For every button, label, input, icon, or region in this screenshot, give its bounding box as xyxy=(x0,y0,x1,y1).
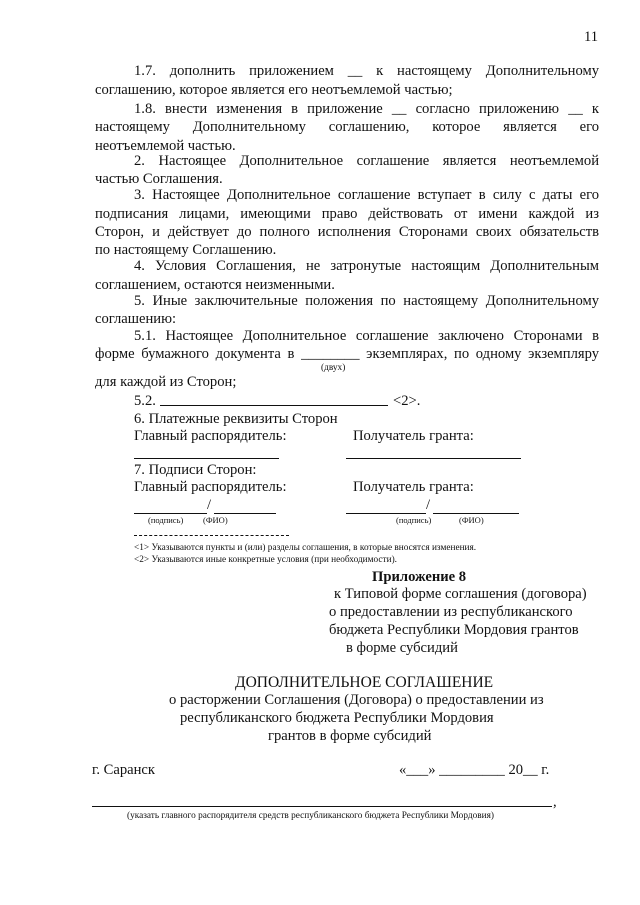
appendix-title: Приложение 8 xyxy=(372,569,467,585)
footnote-1: <1> Указываются пункты и (или) разделы соглашения, в которые вносятся изменения. xyxy=(134,543,477,553)
item-5-line-2: соглашению: xyxy=(95,311,177,327)
item-4-line-2: соглашением, остаются неизменными. xyxy=(95,277,335,293)
signatures-left-label: Главный распорядитель: xyxy=(134,479,287,495)
doc-subtitle-line-1: о расторжении Соглашения (Договора) о предоставлении из xyxy=(169,692,544,708)
item-3-line-1: 3. Настоящее Дополнительное соглашение вступает в силу с даты его xyxy=(134,187,599,203)
agreement-date: «___» _________ 20__ г. xyxy=(399,762,550,778)
requisites-title: 6. Платежные реквизиты Сторон xyxy=(134,411,338,427)
item-1-7-line-1: 1.7. дополнить приложением __ к настоящему Дополнительному xyxy=(134,63,599,79)
requisites-right-label: Получатель гранта: xyxy=(353,428,474,444)
requisites-left-line xyxy=(134,458,279,459)
footnote-separator xyxy=(134,535,289,536)
signatures-title: 7. Подписи Сторон: xyxy=(134,462,257,478)
item-5-2-ref: <2>. xyxy=(393,393,421,409)
requisites-right-line xyxy=(346,458,521,459)
copies-hint: (двух) xyxy=(321,363,346,373)
requisites-left-label: Главный распорядитель: xyxy=(134,428,287,444)
appendix-line-1: к Типовой форме соглашения (договора) xyxy=(334,586,587,602)
item-5-1-line-3: для каждой из Сторон; xyxy=(95,374,237,390)
signature-right-caption: (подпись) xyxy=(396,515,432,525)
item-5-1-line-2: форме бумажного документа в ________ экземплярах, по одному экземпляру xyxy=(95,346,599,362)
item-2-line-1: 2. Настоящее Дополнительное соглашение является неотъемлемой xyxy=(134,153,599,169)
item-5-1-line-1: 5.1. Настоящее Дополнительное соглашение заключено Сторонами в xyxy=(134,328,599,344)
footnote-2: <2> Указываются иные конкретные условия (при необходимости). xyxy=(134,555,398,565)
grantor-comma: , xyxy=(553,794,557,810)
item-5-line-1: 5. Иные заключительные положения по настоящему Дополнительному xyxy=(134,293,599,309)
fio-right-caption: (ФИО) xyxy=(459,515,484,525)
appendix-line-4: в форме субсидий xyxy=(346,640,458,656)
item-1-8-line-2: настоящему Дополнительному соглашению, которое является его xyxy=(95,119,599,135)
city: г. Саранск xyxy=(92,762,155,778)
signature-left-slash: / xyxy=(207,497,212,513)
item-1-8-line-1: 1.8. внести изменения в приложение __ согласно приложению __ к xyxy=(134,101,599,117)
appendix-line-2: о предоставлении из республиканского xyxy=(329,604,573,620)
item-5-2-number: 5.2. xyxy=(134,393,156,409)
signature-left-caption: (подпись) xyxy=(148,515,184,525)
fio-right-line xyxy=(433,513,519,514)
item-3-line-3: Сторон, и действует до полного исполнения Сторонами своих обязательств xyxy=(95,224,599,240)
fio-left-line xyxy=(214,513,276,514)
item-2-line-2: частью Соглашения. xyxy=(95,171,223,187)
grantor-line xyxy=(92,806,552,807)
doc-subtitle-line-2: республиканского бюджета Республики Мордовия xyxy=(180,710,494,726)
doc-subtitle-line-3: грантов в форме субсидий xyxy=(268,728,432,744)
item-1-8-line-3: неотъемлемой частью. xyxy=(95,138,236,154)
item-3-line-2: подписания лицами, имеющими право действовать от имени каждой из xyxy=(95,206,599,222)
signature-left-line xyxy=(134,513,207,514)
item-4-line-1: 4. Условия Соглашения, не затронутые настоящим Дополнительным xyxy=(134,258,599,274)
signature-right-slash: / xyxy=(426,497,431,513)
item-5-2-blank-line xyxy=(160,405,388,406)
appendix-line-3: бюджета Республики Мордовия грантов xyxy=(329,622,579,638)
signature-right-line xyxy=(346,513,426,514)
doc-title: ДОПОЛНИТЕЛЬНОЕ СОГЛАШЕНИЕ xyxy=(235,674,494,691)
grantor-caption: (указать главного распорядителя средств республиканского бюджета Республики Мордовия) xyxy=(127,811,494,821)
signatures-right-label: Получатель гранта: xyxy=(353,479,474,495)
fio-left-caption: (ФИО) xyxy=(203,515,228,525)
item-1-7-line-2: соглашению, которое является его неотъемлемой частью; xyxy=(95,82,453,98)
item-3-line-4: по настоящему Соглашению. xyxy=(95,242,277,258)
page-number: 11 xyxy=(584,29,599,45)
